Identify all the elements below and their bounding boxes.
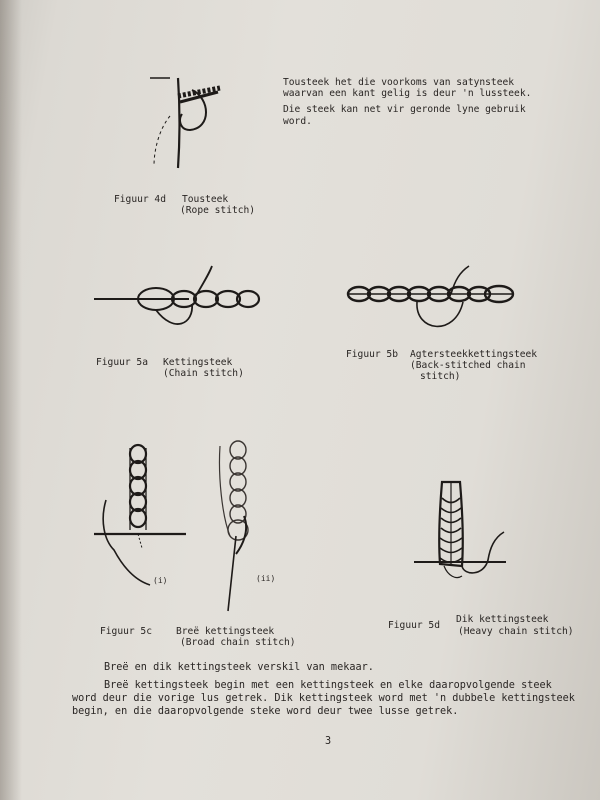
intro-line-1: Tousteek het die voorkoms van satynsteek [283,77,515,88]
fig5b-english-1: (Back-stitched chain [410,360,526,371]
back-stitched-chain-illustration [345,262,525,342]
intro-line-2: waarvan een kant gelig is deur 'n lussteek. [283,88,532,99]
chain-stitch-illustration [94,264,269,334]
intro-line-3: Die steek kan net vir geronde lyne gebruik [283,104,526,115]
fig5c-english: (Broad chain stitch) [180,637,296,648]
rope-stitch-illustration [130,68,240,178]
fig4d-english: (Rope stitch) [180,205,256,216]
fig5d-english: (Heavy chain stitch) [458,626,574,637]
fig5a-number: Figuur 5a [96,357,148,368]
fig5b-english-2: stitch) [420,371,461,382]
fig5c-label-i: (i) [153,576,168,585]
para-line-1: Breë en dik kettingsteek verskil van mekaar. [104,662,374,673]
fig5a-english: (Chain stitch) [163,368,244,379]
intro-line-4: word. [283,116,312,127]
heavy-chain-illustration [414,476,514,596]
fig5c-name: Breë kettingsteek [176,626,275,637]
fig4d-number: Figuur 4d [114,194,166,205]
page-number: 3 [325,736,332,747]
fig5c-number: Figuur 5c [100,626,152,637]
fig4d-name: Tousteek [182,194,229,205]
para-line-4: begin, en die daaropvolgende steke word deur twee lusse getrek. [72,706,459,717]
fig5c-label-ii: (ii) [256,574,276,583]
fig5a-name: Kettingsteek [163,357,233,368]
page-shadow [0,0,22,800]
para-line-2: Breë kettingsteek begin met een kettingsteek en elke daaropvolgende steek [104,680,552,691]
fig5b-number: Figuur 5b [346,349,398,360]
para-line-3: word deur die vorige lus getrek. Dik kettingsteek word met 'n dubbele kettingsteek [72,693,575,704]
fig5d-name: Dik kettingsteek [456,614,549,625]
fig5d-number: Figuur 5d [388,620,440,631]
broad-chain-ii-illustration [210,436,270,616]
broad-chain-i-illustration [94,440,194,590]
fig5b-name: Agtersteekkettingsteek [410,349,538,360]
